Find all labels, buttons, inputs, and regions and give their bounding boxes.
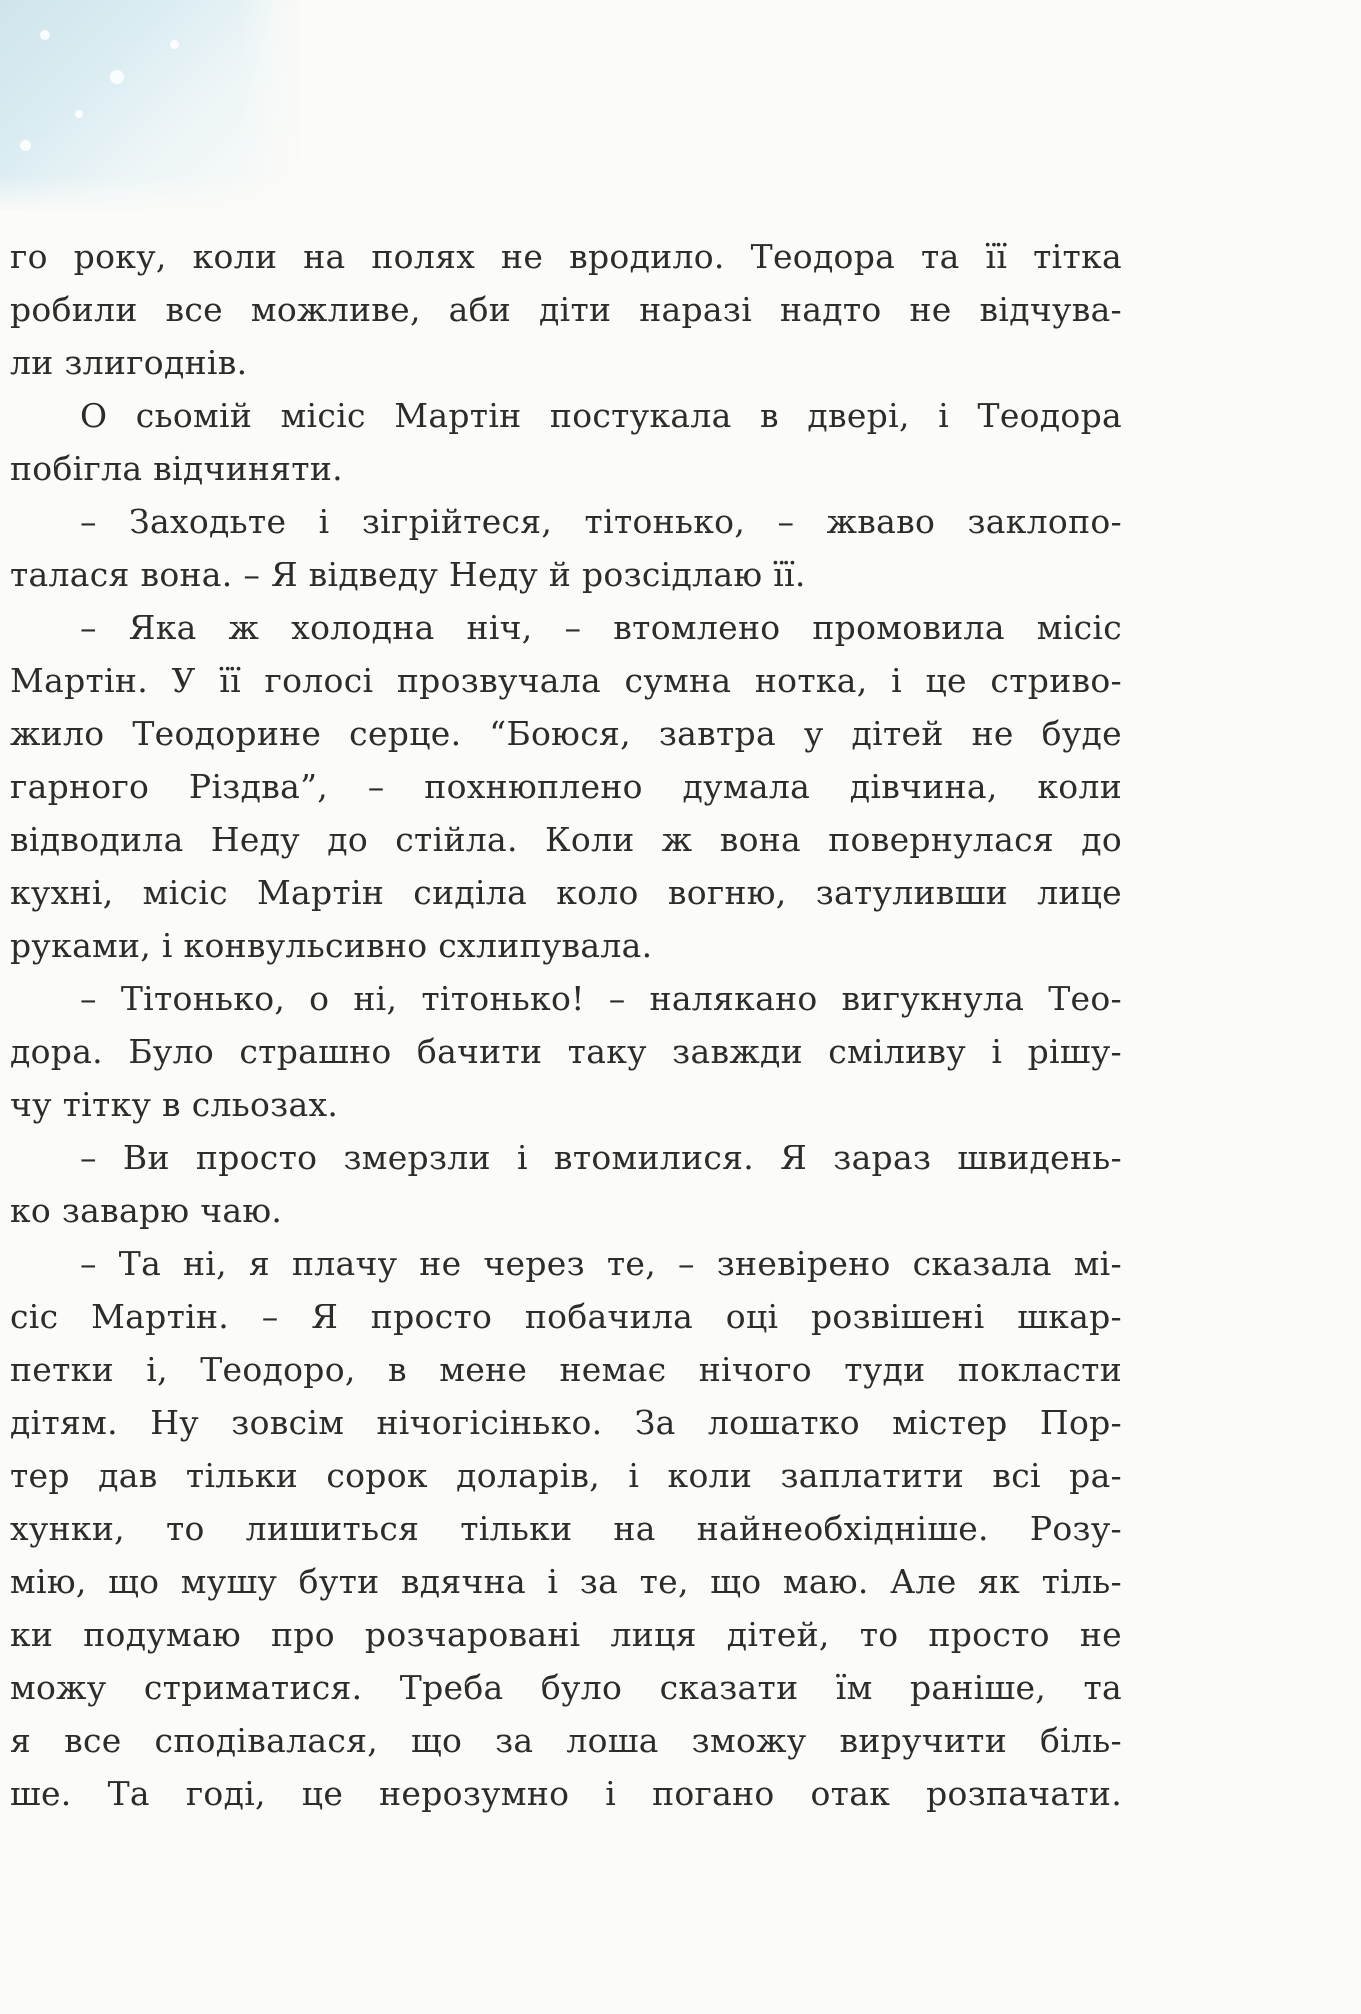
snowflake-icon bbox=[20, 140, 31, 151]
text-line: гарного Різдва”, – похнюплено думала дівчина, коли bbox=[10, 767, 1122, 806]
text-line: ко заварю чаю. bbox=[10, 1191, 283, 1230]
text-line: ки подумаю про розчаровані лиця дітей, то просто не bbox=[10, 1615, 1122, 1654]
text-line: Мартін. У її голосі прозвучала сумна нотка, і це стриво- bbox=[10, 661, 1122, 700]
snowflake-icon bbox=[110, 70, 124, 84]
text-line: мію, що мушу бути вдячна і за те, що маю. Але як тіль- bbox=[10, 1562, 1122, 1601]
text-line: – Заходьте і зігрійтеся, тітонько, – жваво заклопо- bbox=[80, 502, 1122, 541]
text-line: – Ви просто змерзли і втомилися. Я зараз швидень- bbox=[80, 1138, 1122, 1177]
text-line: відводила Неду до стійла. Коли ж вона повернулася до bbox=[10, 820, 1122, 859]
body-text bbox=[10, 230, 1122, 1820]
text-line: О сьомій місіс Мартін постукала в двері, і Теодора bbox=[80, 396, 1122, 435]
text-line: ше. Та годі, це нерозумно і погано отак розпачати. bbox=[10, 1774, 1122, 1813]
winter-illustration-fragment-icon bbox=[0, 0, 300, 210]
text-line: дітям. Ну зовсім нічогісінько. За лошатко містер Пор- bbox=[10, 1403, 1122, 1442]
snowflake-icon bbox=[75, 110, 83, 118]
text-line: сіс Мартін. – Я просто побачила оці розвішені шкар- bbox=[10, 1297, 1122, 1336]
text-line: чу тітку в сльозах. bbox=[10, 1085, 339, 1124]
text-line: хунки, то лишиться тільки на найнеобхідніше. Розу- bbox=[10, 1509, 1122, 1548]
text-line: тер дав тільки сорок доларів, і коли заплатити всі ра- bbox=[10, 1456, 1122, 1495]
snowflake-icon bbox=[170, 40, 179, 49]
text-line: робили все можливе, аби діти наразі надто не відчува- bbox=[10, 290, 1122, 329]
text-line: – Та ні, я плачу не через те, – зневірено сказала мі- bbox=[80, 1244, 1122, 1283]
text-line: – Тітонько, о ні, тітонько! – налякано вигукнула Тео- bbox=[80, 979, 1122, 1018]
text-line: петки і, Теодоро, в мене немає нічого туди покласти bbox=[10, 1350, 1122, 1389]
text-line: побігла відчиняти. bbox=[10, 449, 343, 488]
text-line: – Яка ж холодна ніч, – втомлено промовила місіс bbox=[80, 608, 1122, 647]
text-line: ли злигоднів. bbox=[10, 343, 248, 382]
text-line: руками, і конвульсивно схлипувала. bbox=[10, 926, 653, 965]
text-line: кухні, місіс Мартін сиділа коло вогню, затуливши лице bbox=[10, 873, 1122, 912]
text-line: го року, коли на полях не вродило. Теодора та її тітка bbox=[10, 237, 1122, 276]
text-line: можу стриматися. Треба було сказати їм раніше, та bbox=[10, 1668, 1122, 1707]
text-line: я все сподівалася, що за лоша зможу виручити біль- bbox=[10, 1721, 1122, 1760]
text-line: дора. Було страшно бачити таку завжди сміливу і рішу- bbox=[10, 1032, 1122, 1071]
text-line: талася вона. – Я відведу Неду й розсідлаю її. bbox=[10, 555, 806, 594]
text-line: жило Теодорине серце. “Боюся, завтра у дітей не буде bbox=[10, 714, 1122, 753]
snowflake-icon bbox=[40, 30, 50, 40]
